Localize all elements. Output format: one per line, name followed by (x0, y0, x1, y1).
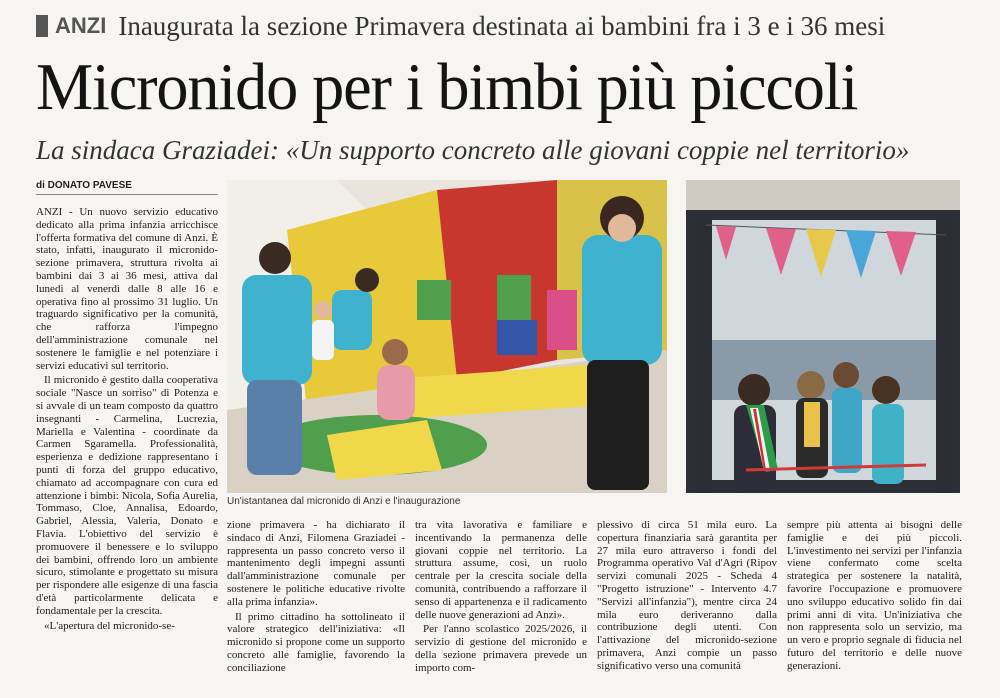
kicker (36, 8, 885, 44)
article-column-3 (415, 519, 587, 677)
paragraph: tra vita lavorativa e familiare e incentivando la permanenza delle giovani coppie nel territorio. La struttura assume, così, un ruolo centrale per la crescita sociale della comunità, contribuendo a rafforzare il senso di appartenenza e il radicamento delle nuove generazioni ad Anzi». (415, 519, 587, 621)
photo-inauguration (686, 180, 960, 493)
paragraph: Il micronido è gestito dalla cooperativa sociale "Nasce un sorriso" di Potenza e si avvale di un team composto da quattro insegnanti - Carmelina, Lucrezia, Mariella e Valentina - coordinate da Carmen Sgaramella. Professionalità, esperienza e dedizione rappresentano i punti di forza del gruppo educativo, chiamato ad accompagnare con cura ed attenzione i bimbi: Nicola, Sofia Aurelia, Tommaso, Cloe, Annalisa, Edoardo, Gabriel, Alessia, Valeria, Donato e Flavia. L'obiettivo del servizio è promuovere il benessere e lo sviluppo dei bambini, offrendo loro un ambiente sicuro, stimolante e progettato su misura per rispondere alle esigenze di una fascia d'età particolarmente delicata e fondamentale per la crescita. (36, 374, 218, 617)
photo-nursery-interior (227, 180, 667, 493)
paragraph: «L'apertura del micronido-se- (44, 619, 175, 632)
photo-caption: Un'istantanea dal micronido di Anzi e l'inaugurazione (227, 496, 461, 507)
paragraph: ANZI - Un nuovo servizio educativo dedicato alla prima infanzia arricchisce l'offerta formativa del comune di Anzi. È stato, infatti, inaugurato il micronido-sezione primavera, struttura rivolta ai bambini dai 3 ai 36 mesi, attiva dal lunedì al venerdì dalle 8 alle 16 e operativa fino al prossimo 31 luglio. Un traguardo significativo per la comunità, che rafforza l'impegno dell'amministrazione comunale nel sostenere le famiglie e nel potenziare i servizi educativi sul territorio. (36, 206, 218, 372)
section-tag: ANZI (55, 13, 107, 38)
byline-rule (36, 194, 218, 195)
article-column-5 (787, 519, 962, 675)
paragraph: sempre più attenta ai bisogni delle famiglie e dei più piccoli. L'investimento nei servizi per l'infanzia viene confermato come scelta strategica per sostenere la natalità, favorire l'occupazione e promuovere uno sviluppo educativo solido fin dai primi anni di vita. Un'iniziativa che non rappresenta solo un servizio, ma un vero e proprio segnale di fiducia nel futuro del territorio e delle nuove generazioni. (787, 519, 962, 672)
kicker-text: Inaugurata la sezione Primavera destinata ai bambini fra i 3 e i 36 mesi (118, 10, 886, 41)
paragraph: zione primavera - ha dichiarato il sindaco di Anzi, Filomena Graziadei - rappresenta un passo concreto verso il mantenimento degli impegni assunti dall'amministrazione comunale per sostenere le politiche educative rivolte alla prima infanzia». (227, 519, 405, 608)
nursery-photo-illustration (227, 180, 667, 493)
paragraph: Il primo cittadino ha sottolineato il valore strategico dell'iniziativa: «Il micronido si propone come un supporto concreto alle famiglie, favorendo la conciliazione (227, 610, 405, 674)
paragraph: Per l'anno scolastico 2025/2026, il servizio di gestione del micronido e della sezione primavera prevede un importo com- (415, 623, 587, 674)
section-marker (36, 15, 48, 37)
paragraph: plessivo di circa 51 mila euro. La copertura finanziaria sarà garantita per 27 mila euro attraverso i fondi del Programma operativo Val d'Agri (Ripov servizi comunali 2025 - Scheda 4 "Progetto istruzione" - Intervento 4.7 "Servizi all'infanzia"), mentre circa 24 mila euro deriveranno dalla contribuzione degli utenti. Con l'attivazione del micronido-sezione primavera, Anzi compie un passo significativo verso una comunità (597, 519, 777, 672)
subheadline: La sindaca Graziadei: «Un supporto concreto alle giovani coppie nel territorio» (36, 135, 910, 165)
inauguration-photo-illustration (686, 180, 960, 493)
article-column-2 (227, 519, 405, 677)
article-column-1 (36, 206, 218, 634)
headline: Micronido per i bimbi più piccoli (36, 50, 858, 124)
byline: di DONATO PAVESE (36, 180, 132, 191)
article-column-4 (597, 519, 777, 675)
